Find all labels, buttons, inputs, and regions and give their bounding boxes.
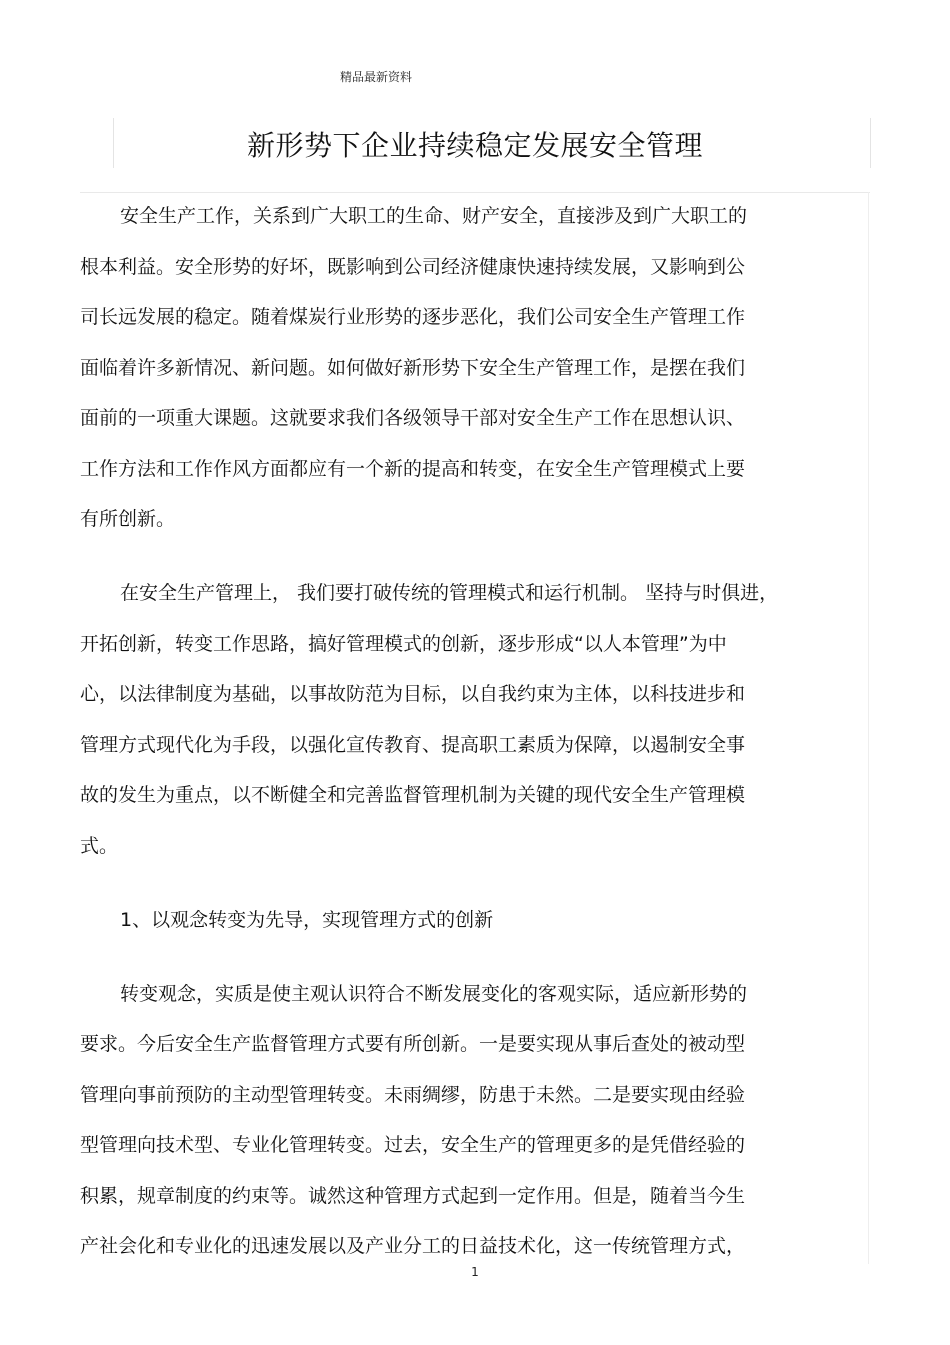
right-margin-rule	[868, 192, 869, 1264]
paragraph-line: 管理向事前预防的主动型管理转变。未雨绸缪，防患于未然。二是要实现由经验	[80, 1083, 746, 1106]
paragraph-line: 要求。今后安全生产监督管理方式要有所创新。一是要实现从事后查处的被动型	[80, 1033, 746, 1055]
page-header-label: 精品最新资料	[340, 70, 413, 84]
paragraph	[80, 976, 860, 1279]
paragraph-line: 转变观念，实质是使主观认识符合不断发展变化的客观实际，适应新形势的	[120, 982, 748, 1005]
paragraph-line: 工作方法和工作作风方面都应有一个新的提高和转变，在安全生产管理模式上要	[80, 457, 746, 480]
paragraph	[80, 575, 860, 878]
paragraph	[80, 902, 860, 953]
paragraph-line: 1、以观念转变为先导，实现管理方式的创新	[120, 908, 494, 931]
paragraph-line: 安全生产工作，关系到广大职工的生命、财产安全，直接涉及到广大职工的	[120, 205, 748, 227]
paragraph-line: 面临着许多新情况、新问题。如何做好新形势下安全生产管理工作，是摆在我们	[80, 356, 746, 379]
paragraph-line: 积累，规章制度的约束等。诚然这种管理方式起到一定作用。但是，随着当今生	[80, 1184, 746, 1207]
paragraph	[80, 198, 860, 552]
paragraph-gap	[80, 952, 860, 976]
paragraph-line: 面前的一项重大课题。这就要求我们各级领导干部对安全生产工作在思想认识、	[80, 407, 746, 429]
title-divider	[80, 192, 870, 193]
paragraph-line: 开拓创新，转变工作思路，搞好管理模式的创新，逐步形成“以人本管理”为中	[80, 632, 727, 655]
page-number: 1	[471, 1265, 479, 1279]
paragraph-line: 管理方式现代化为手段，以强化宣传教育、提高职工素质为保障，以遏制安全事	[80, 733, 746, 756]
paragraph-gap	[80, 552, 860, 576]
paragraph-line: 在安全生产管理上， 我们要打破传统的管理模式和运行机制。 坚持与时俱进，	[120, 582, 779, 604]
document-title: 新形势下企业持续稳定发展安全管理	[246, 129, 703, 162]
paragraph-line: 故的发生为重点，以不断健全和完善监督管理机制为关键的现代安全生产管理模	[80, 784, 746, 806]
paragraph-line: 心，以法律制度为基础，以事故防范为目标，以自我约束为主体，以科技进步和	[80, 683, 746, 705]
document-body	[80, 198, 860, 1279]
paragraph-gap	[80, 878, 860, 902]
paragraph-line: 式。	[80, 834, 119, 857]
paragraph-line: 有所创新。	[80, 508, 176, 530]
paragraph-line: 产社会化和专业化的迅速发展以及产业分工的日益技术化，这一传统管理方式，	[80, 1235, 746, 1257]
paragraph-line: 司长远发展的稳定。随着煤炭行业形势的逐步恶化，我们公司安全生产管理工作	[80, 306, 746, 328]
paragraph-line: 型管理向技术型、专业化管理转变。过去，安全生产的管理更多的是凭借经验的	[80, 1134, 746, 1156]
paragraph-line: 根本利益。安全形势的好坏，既影响到公司经济健康快速持续发展，又影响到公	[80, 255, 746, 278]
